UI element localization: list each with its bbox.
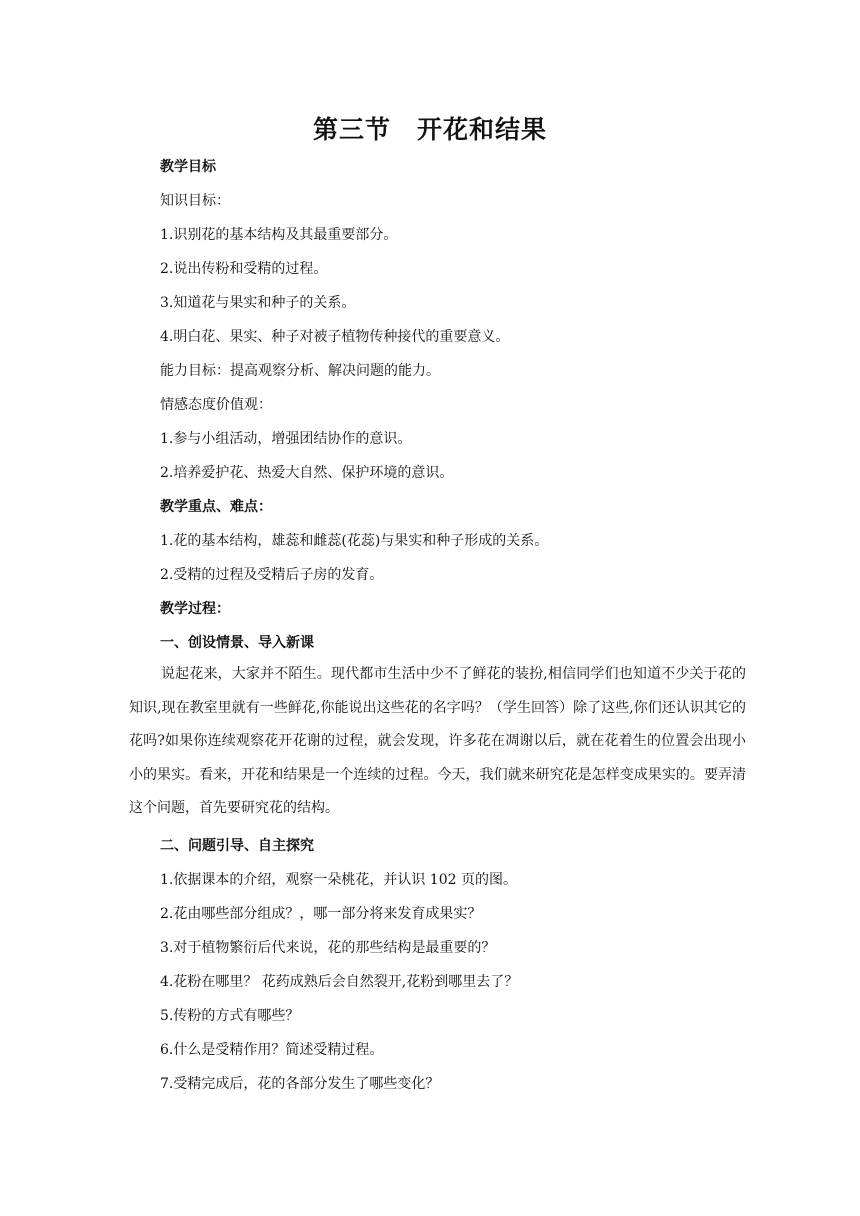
question-item: 7.受精完成后，花的各部分发生了哪些变化？ bbox=[160, 1076, 440, 1092]
question-item: 4.花粉在哪里？ 花药成熟后会自然裂开,花粉到哪里去了？ bbox=[160, 974, 519, 990]
key-point-item: 2.受精的过程及受精后子房的发育。 bbox=[160, 567, 384, 583]
emotion-item: 1.参与小组活动，增强团结协作的意识。 bbox=[160, 431, 412, 447]
question-item: 5.传粉的方式有哪些？ bbox=[160, 1008, 300, 1024]
ability-objective: 能力目标：提高观察分析、解决问题的能力。 bbox=[160, 363, 440, 379]
question-item: 1.依据课本的介绍，观察一朵桃花，并认识 102 页的图。 bbox=[160, 872, 517, 888]
key-point-item: 1.花的基本结构，雄蕊和雌蕊(花蕊)与果实和种子形成的关系。 bbox=[160, 533, 549, 549]
key-points-heading: 教学重点、难点： bbox=[160, 499, 272, 515]
knowledge-item: 4.明白花、果实、种子对被子植物传种接代的重要意义。 bbox=[160, 329, 510, 345]
process-heading: 教学过程： bbox=[160, 601, 230, 617]
question-item: 2.花由哪些部分组成？，哪一部分将来发育成果实？ bbox=[160, 906, 482, 922]
section1-paragraph: 说起花来，大家并不陌生。现代都市生活中少不了鲜花的装扮,相信同学们也知道不少关于花的知识,现在教室里就有一些鲜花,你能说出这些花的名字吗？（学生回答）除了这些,你们还认识其它的花吗?如果你连续观察花开花谢的过程，就会发现，许多花在凋谢以后，就在花着生的位置会出现小小的果实。看来，开花和结果是一个连续的过程。今天，我们就来研究花是怎样变成果实的。要弄清这个问题，首先要研究花的结构。 bbox=[129, 666, 746, 816]
objectives-heading: 教学目标 bbox=[160, 159, 216, 175]
emotion-item: 2.培养爱护花、热爱大自然、保护环境的意识。 bbox=[160, 465, 454, 481]
section2-heading: 二、问题引导、自主探究 bbox=[160, 838, 314, 854]
emotion-label: 情感态度价值观： bbox=[160, 397, 272, 413]
question-item: 6.什么是受精作用？简述受精过程。 bbox=[160, 1042, 384, 1058]
knowledge-item: 2.说出传粉和受精的过程。 bbox=[160, 261, 328, 277]
knowledge-item: 3.知道花与果实和种子的关系。 bbox=[160, 295, 356, 311]
knowledge-label: 知识目标： bbox=[160, 193, 230, 209]
section1-heading: 一、创设情景、导入新课 bbox=[160, 635, 314, 651]
question-item: 3.对于植物繁衍后代来说，花的那些结构是最重要的？ bbox=[160, 940, 496, 956]
page-title: 第三节 开花和结果 bbox=[312, 115, 547, 144]
knowledge-item: 1.识别花的基本结构及其最重要部分。 bbox=[160, 227, 398, 243]
